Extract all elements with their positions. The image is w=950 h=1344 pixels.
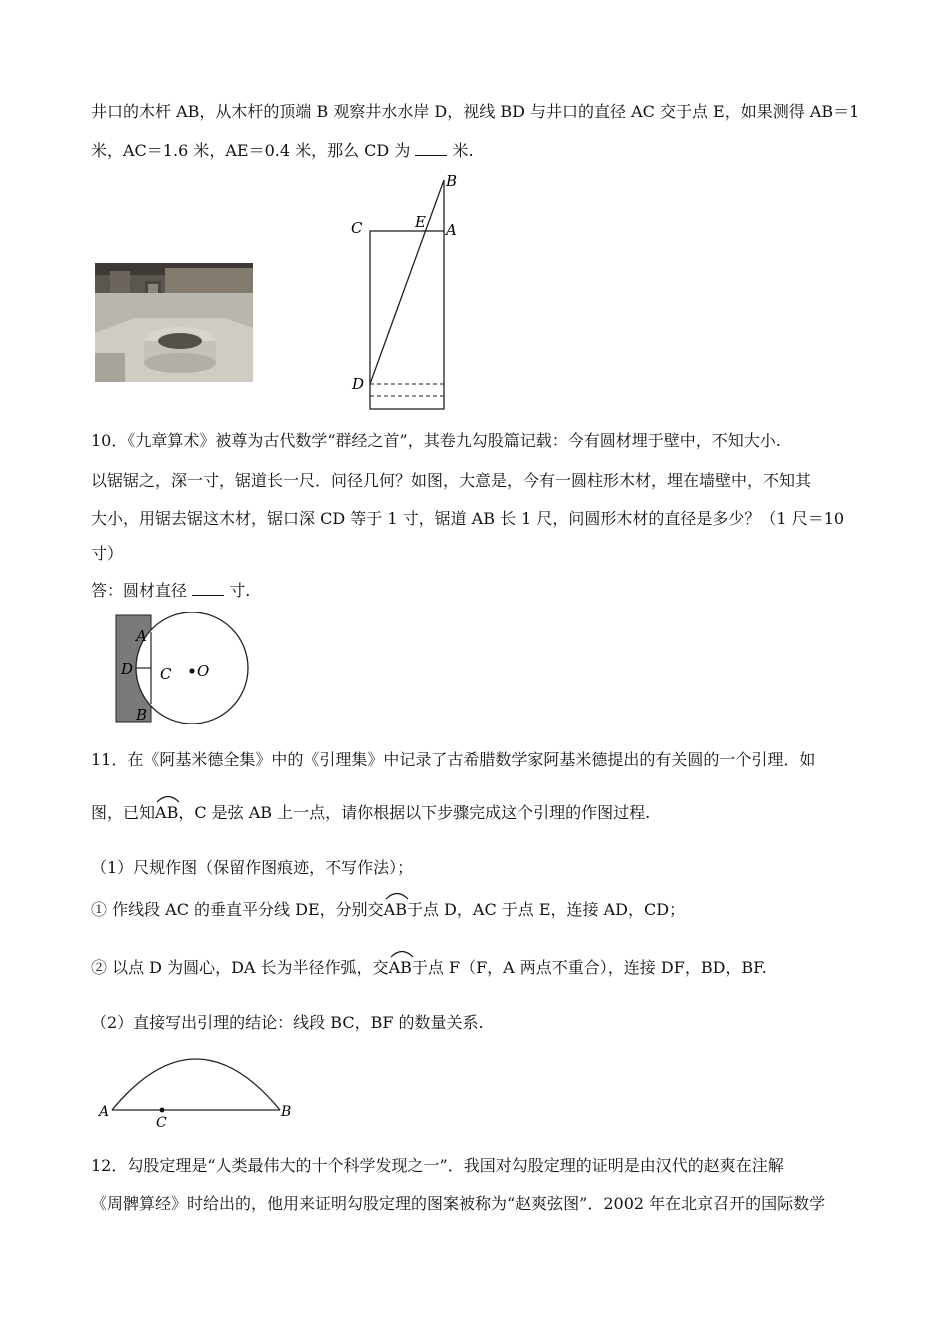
q12-line-2: 《周髀算经》时给出的，他用来证明勾股定理的图案被称为“赵爽弦图”．2002 年在北京召开的国际数学 [91,1194,826,1213]
q11-step-1-end: 于点 D，AC 于点 E，连接 AD，CD； [406,900,686,919]
q11-step-2-start: ② 以点 D 为圆心，DA 长为半径作弧，交 [91,958,389,977]
arc-diagram [96,1040,296,1130]
q10-line-3: 大小，用锯去锯这木材，锯口深 CD 等于 1 寸，锯道 AB 长 1 尺，问圆形木材的直径是多少？（1 尺＝10 [91,509,845,528]
q11-step-2 [91,957,767,979]
well-photo [95,263,253,382]
label-d: D [352,375,365,393]
q9-answer-blank [415,141,447,156]
q10-answer-blank [192,581,224,596]
q10-answer-line [91,580,250,602]
label-o: O [197,662,210,680]
label-b: B [446,172,458,190]
well-diagram [345,170,465,412]
log-circle [136,612,248,724]
label-d: D [121,660,134,678]
q10-answer-text: 答：圆材直径 [91,581,188,600]
q11-step-2-end: 于点 F（F，A 两点不重合），连接 DF，BD，BF. [411,958,767,977]
label-c: C [160,665,172,683]
label-c: C [351,219,363,237]
point-c [160,1108,165,1113]
label-e: E [415,213,426,231]
q10-line-1: 10．《九章算术》被尊为古代数学“群经之首”，其卷九勾股篇记载：今有圆材埋于壁中，不知大小. [91,431,781,450]
q11-line-1: 11．在《阿基米德全集》中的《引理集》中记录了古希腊数学家阿基米德提出的有关圆的一个引理．如 [91,750,816,769]
q11-step-1-start: ① 作线段 AC 的垂直平分线 DE，分别交 [91,900,384,919]
q11-step-1 [91,899,685,921]
q10-line-4: 寸） [91,544,124,563]
q11-line-2-start: 图，已知 [91,803,156,822]
label-a: A [99,1104,110,1120]
q11-part-1: （1）尺规作图（保留作图痕迹，不写作法）； [91,858,414,877]
sightline-bd [370,180,444,384]
q11-line-2 [91,802,650,824]
arc-ab [112,1059,280,1110]
q12-line-1: 12．勾股定理是“人类最伟大的十个科学发现之一”．我国对勾股定理的证明是由汉代的赵爽在注解 [91,1156,784,1175]
label-b: B [281,1104,292,1120]
label-a: A [136,627,147,645]
q9-line-2 [91,140,474,162]
q11-line-2-end: ，C 是弦 AB 上一点，请你根据以下步骤完成这个引理的作图过程. [178,803,651,822]
arc-ab-symbol: AB [155,802,178,824]
arc-ab-symbol: AB [389,957,412,979]
q10-answer-unit: 寸. [229,581,251,600]
label-a: A [446,221,457,239]
q10-line-2: 以锯锯之，深一寸，锯道长一尺．问径几何？如图，大意是，今有一圆柱形木材，埋在墙壁中，不知其 [91,471,812,490]
q11-part-2: （2）直接写出引理的结论：线段 BC，BF 的数量关系. [91,1013,484,1032]
log-in-wall-diagram [112,612,252,724]
q9-line-2-unit: 米. [452,141,474,160]
label-b: B [136,706,148,724]
q9-line-1: 井口的木杆 AB，从木杆的顶端 B 观察井水水岸 D，视线 BD 与井口的直径 AC 交于点 E，如果测得 AB＝1 [91,102,860,121]
arc-ab-symbol: AB [384,899,407,921]
center-o [189,668,194,673]
well-rectangle [370,231,444,409]
label-c: C [156,1115,167,1130]
q9-line-2-text: 米，AC＝1.6 米，AE＝0.4 米，那么 CD 为 [91,141,411,160]
